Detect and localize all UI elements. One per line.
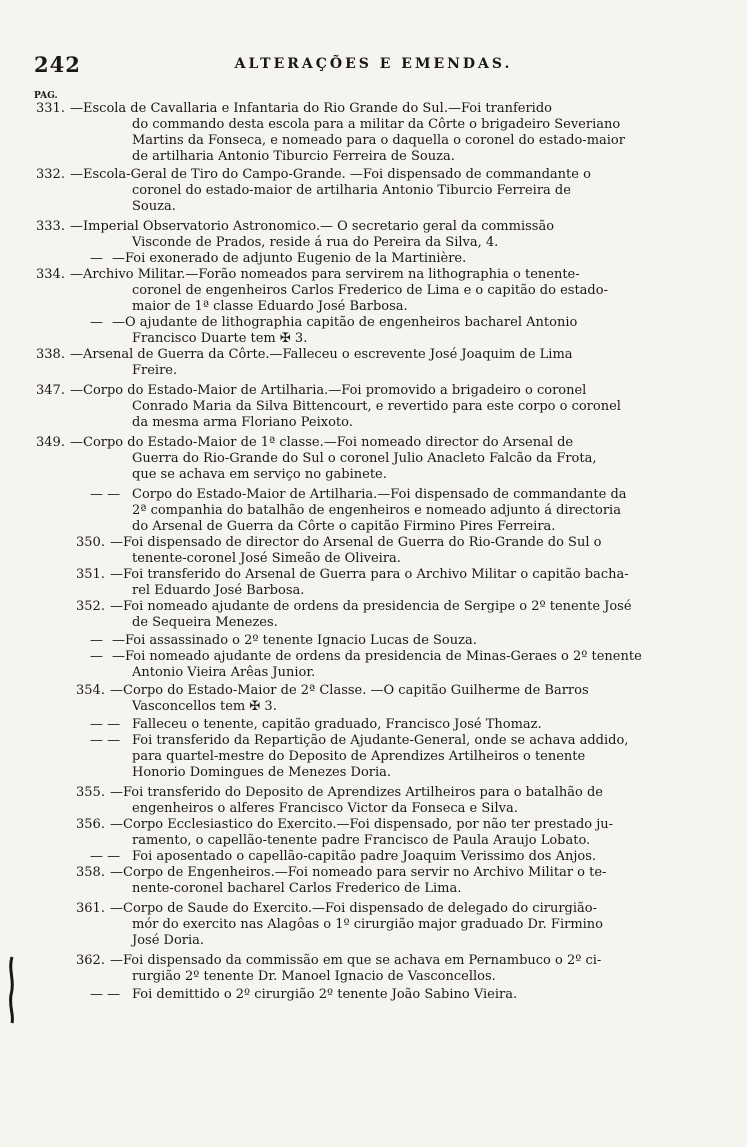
entry-line: 2ª companhia do batalhão de engenheiros e nomeado adjunto á directoria <box>132 503 621 518</box>
entry-ref: 338. <box>36 347 65 362</box>
entry-line: Souza. <box>132 199 176 214</box>
entry-first-line: —Escola de Cavallaria e Infantaria do Rio Grande do Sul.—Foi tranferido <box>70 101 552 116</box>
entry-line: Guerra do Rio-Grande do Sul o coronel Julio Anacleto Falcão da Frota, <box>132 451 597 466</box>
entry-ref: 352. <box>76 599 105 614</box>
entry-first-line: —Escola-Geral de Tiro do Campo-Grande. —Foi dispensado de commandante o <box>70 167 591 182</box>
entry-line: tenente-coronel José Simeão de Oliveira. <box>132 551 401 566</box>
entry-352 <box>0 599 747 631</box>
entry-dash <box>0 649 747 681</box>
entry-first-line: Foi aposentado o capellão-capitão padre Joaquim Verissimo dos Anjos. <box>132 849 597 864</box>
entries-list <box>0 101 747 1003</box>
entry-first-line: Foi transferido da Repartição de Ajudante-General, onde se achava addido, <box>132 733 629 748</box>
entry-first-line: —Corpo de Engenheiros.—Foi nomeado para servir no Archivo Militar o te- <box>110 865 607 880</box>
entry-first-line: —Foi transferido do Deposito de Aprendizes Artilheiros para o batalhão de <box>110 785 603 800</box>
entry-line: Martins da Fonseca, e nomeado para o daquella o coronel do estado-maior <box>132 133 625 148</box>
entry-ref: — — <box>90 733 121 748</box>
entry-first-line: —Foi nomeado ajudante de ordens da presidencia de Minas-Geraes o 2º tenente <box>112 649 642 664</box>
entry-351 <box>0 567 747 599</box>
entry-first-line: —Foi nomeado ajudante de ordens da presidencia de Sergipe o 2º tenente José <box>110 599 632 614</box>
entry-line: do commando desta escola para a militar da Côrte o brigadeiro Severiano <box>132 117 621 132</box>
entry-line: Visconde de Prados, reside á rua do Pereira da Silva, 4. <box>132 235 499 250</box>
entry-dash-dash <box>0 987 747 1003</box>
entry-line: rel Eduardo José Barbosa. <box>132 583 305 598</box>
entry-first-line: —Foi dispensado da commissão em que se achava em Pernambuco o 2º ci- <box>110 953 602 968</box>
entry-first-line: Falleceu o tenente, capitão graduado, Francisco José Thomaz. <box>132 717 542 732</box>
entry-356 <box>0 817 747 849</box>
entry-ref: — <box>90 633 103 648</box>
entry-line: nente-coronel bacharel Carlos Frederico de Lima. <box>132 881 462 896</box>
entry-first-line: —Corpo de Saude do Exercito.—Foi dispensado de delegado do cirurgião- <box>110 901 597 916</box>
entry-first-line: —Foi transferido do Arsenal de Guerra para o Archivo Militar o capitão bacha- <box>110 567 629 582</box>
entry-first-line: —Corpo do Estado-Maior de 1ª classe.—Foi nomeado director do Arsenal de <box>70 435 574 450</box>
entry-line: Conrado Maria da Silva Bittencourt, e revertido para este corpo o coronel <box>132 399 621 414</box>
entry-first-line: —Imperial Observatorio Astronomico.— O secretario geral da commissão <box>70 219 555 234</box>
entry-first-line: —Corpo do Estado-Maior de 2ª Classe. —O capitão Guilherme de Barros <box>110 683 589 698</box>
pag-label: PAG. <box>34 91 58 101</box>
entry-line: de Sequeira Menezes. <box>132 615 278 630</box>
entry-line: Vasconcellos tem ✠ 3. <box>132 699 277 714</box>
entry-ref: — — <box>90 849 121 864</box>
entry-first-line: —Foi assassinado o 2º tenente Ignacio Lucas de Souza. <box>112 633 477 648</box>
entry-ref: 350. <box>76 535 105 550</box>
entry-ref: 334. <box>36 267 65 282</box>
entry-ref: 351. <box>76 567 105 582</box>
entry-first-line: —O ajudante de lithographia capitão de engenheiros bacharel Antonio <box>112 315 578 330</box>
entry-ref: — <box>90 315 103 330</box>
entry-361 <box>0 901 747 949</box>
entry-ref: 331. <box>36 101 65 116</box>
entry-first-line: —Corpo Ecclesiastico do Exercito.—Foi dispensado, por não ter prestado ju- <box>110 817 614 832</box>
margin-ink-mark <box>5 955 19 1025</box>
entry-ref: 354. <box>76 683 105 698</box>
entry-line: coronel do estado-maior de artilharia Antonio Tiburcio Ferreira de <box>132 183 571 198</box>
entry-dash <box>0 315 747 347</box>
entry-dash-dash <box>0 849 747 865</box>
entry-line: Freire. <box>132 363 178 378</box>
entry-350 <box>0 535 747 567</box>
entry-ref: 349. <box>36 435 65 450</box>
entry-ref: — <box>90 649 103 664</box>
entry-line: Antonio Vieira Arêas Junior. <box>132 665 316 680</box>
entry-line: Francisco Duarte tem ✠ 3. <box>132 331 308 346</box>
entry-line: maior de 1ª classe Eduardo José Barbosa. <box>132 299 408 314</box>
entry-first-line: —Arsenal de Guerra da Côrte.—Falleceu o escrevente José Joaquim de Lima <box>70 347 573 362</box>
entry-332 <box>0 167 747 215</box>
entry-358 <box>0 865 747 897</box>
entry-ref: 355. <box>76 785 105 800</box>
entry-dash <box>0 251 747 267</box>
entry-line: da mesma arma Floriano Peixoto. <box>132 415 353 430</box>
entry-ref: — — <box>90 487 121 502</box>
entry-334 <box>0 267 747 315</box>
entry-line: mór do exercito nas Alagôas o 1º cirurgião major graduado Dr. Firmino <box>132 917 604 932</box>
entry-ref: 361. <box>76 901 105 916</box>
entry-dash-dash <box>0 487 747 535</box>
entry-331 <box>0 101 747 165</box>
entry-362 <box>0 953 747 985</box>
entry-line: ramento, o capellão-tenente padre Francisco de Paula Araujo Lobato. <box>132 833 591 848</box>
entry-338 <box>0 347 747 379</box>
entry-line: coronel de engenheiros Carlos Frederico de Lima e o capitão do estado- <box>132 283 608 298</box>
entry-line: José Doria. <box>132 933 205 948</box>
entry-ref: — — <box>90 717 121 732</box>
entry-ref: — <box>90 251 103 266</box>
entry-first-line: —Corpo do Estado-Maior de Artilharia.—Foi promovido a brigadeiro o coronel <box>70 383 587 398</box>
entry-347 <box>0 383 747 431</box>
entry-line: do Arsenal de Guerra da Côrte o capitão Firmino Pires Ferreira. <box>132 519 556 534</box>
entry-349 <box>0 435 747 483</box>
entry-first-line: —Foi dispensado de director do Arsenal de Guerra do Rio-Grande do Sul o <box>110 535 602 550</box>
entry-first-line: —Foi exonerado de adjunto Eugenio de la Martinière. <box>112 251 467 266</box>
page-number: 242 <box>34 52 81 77</box>
entry-ref: 358. <box>76 865 105 880</box>
entry-line: para quartel-mestre do Deposito de Aprendizes Artilheiros o tenente <box>132 749 586 764</box>
entry-line: engenheiros o alferes Francisco Victor da Fonseca e Silva. <box>132 801 518 816</box>
entry-first-line: Foi demittido o 2º cirurgião 2º tenente João Sabino Vieira. <box>132 987 518 1002</box>
entry-dash-dash <box>0 717 747 733</box>
running-title: ALTERAÇÕES E EMENDAS. <box>234 56 513 72</box>
entry-333 <box>0 219 747 251</box>
entry-ref: 333. <box>36 219 65 234</box>
entry-ref: 347. <box>36 383 65 398</box>
entry-line: rurgião 2º tenente Dr. Manoel Ignacio de Vasconcellos. <box>132 969 496 984</box>
entry-354 <box>0 683 747 715</box>
entry-line: Honorio Domingues de Menezes Doria. <box>132 765 392 780</box>
entry-ref: 362. <box>76 953 105 968</box>
entry-ref: 332. <box>36 167 65 182</box>
entry-dash-dash <box>0 733 747 781</box>
entry-dash <box>0 633 747 649</box>
entry-line: que se achava em serviço no gabinete. <box>132 467 387 482</box>
entry-line: de artilharia Antonio Tiburcio Ferreira de Souza. <box>132 149 455 164</box>
entry-355 <box>0 785 747 817</box>
entry-ref: 356. <box>76 817 105 832</box>
entry-ref: — — <box>90 987 121 1002</box>
entry-first-line: —Archivo Militar.—Forão nomeados para servirem na lithographia o tenente- <box>70 267 580 282</box>
entry-first-line: Corpo do Estado-Maior de Artilharia.—Foi dispensado de commandante da <box>132 487 627 502</box>
